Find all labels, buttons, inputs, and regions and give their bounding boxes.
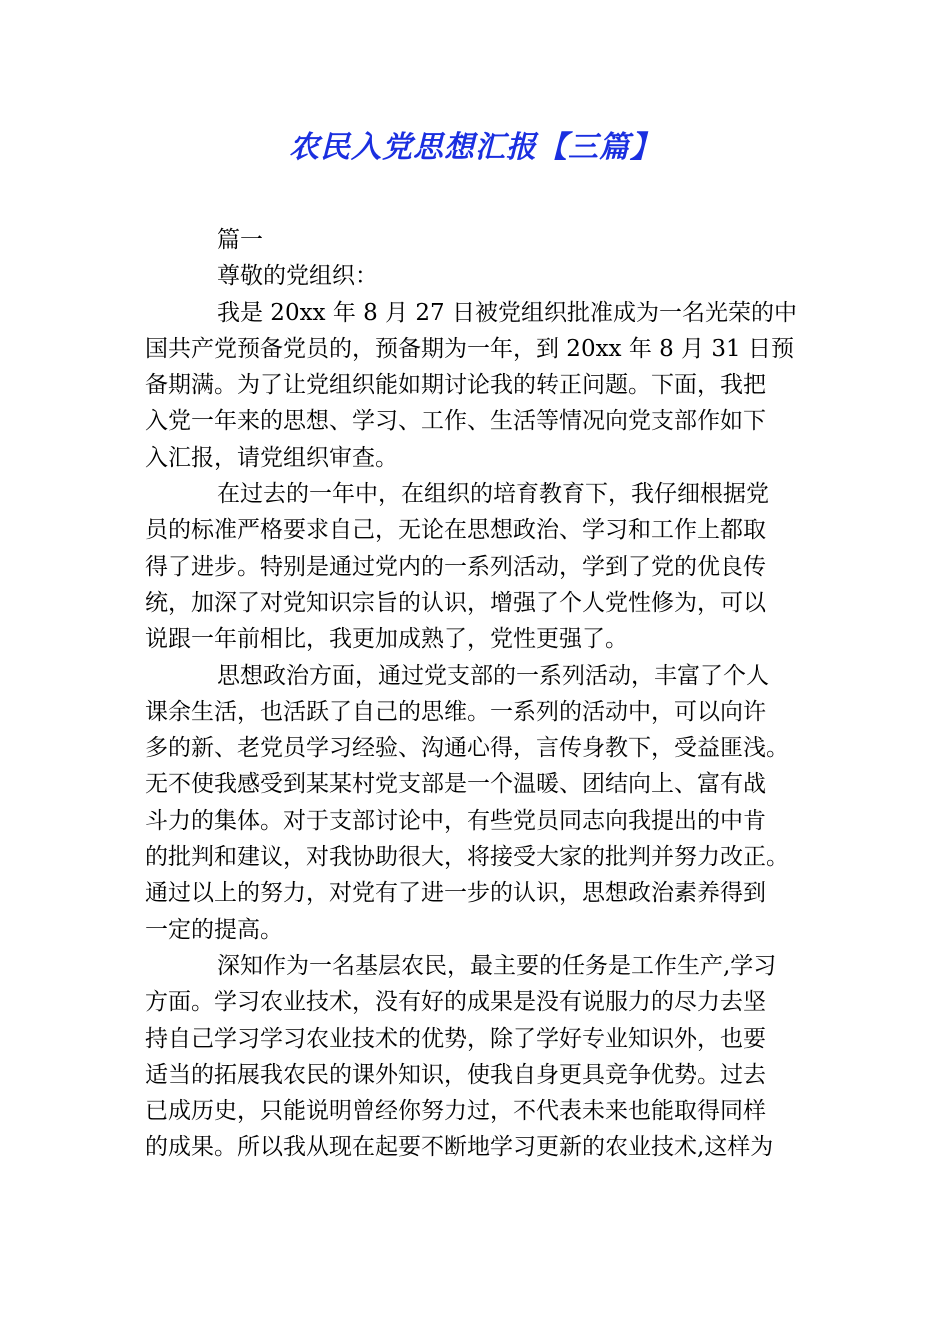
body-line: 无不使我感受到某某村党支部是一个温暖、团结向上、富有战	[145, 771, 766, 798]
body-line: 已成历史，只能说明曾经你努力过，不代表未来也能取得同样	[145, 1098, 766, 1125]
body-line: 思想政治方面，通过党支部的一系列活动，丰富了个人	[217, 662, 769, 689]
document-body	[145, 222, 817, 1166]
body-line: 深知作为一名基层农民，最主要的任务是工作生产,学习	[217, 952, 777, 979]
body-line: 的批判和建议，对我协助很大，将接受大家的批判并努力改正。	[145, 844, 789, 871]
body-line: 通过以上的努力，对党有了进一步的认识，思想政治素养得到	[145, 880, 766, 907]
body-line: 得了进步。特别是通过党内的一系列活动，学到了党的优良传	[145, 553, 766, 580]
body-line: 员的标准严格要求自己，无论在思想政治、学习和工作上都取	[145, 517, 766, 544]
body-line: 国共产党预备党员的，预备期为一年，到 20xx 年 8 月 31 日预	[145, 335, 794, 362]
body-line: 备期满。为了让党组织能如期讨论我的转正问题。下面，我把	[145, 372, 766, 399]
body-line: 尊敬的党组织：	[217, 263, 378, 290]
body-line: 说跟一年前相比，我更加成熟了，党性更强了。	[145, 626, 628, 653]
body-line: 我是 20xx 年 8 月 27 日被党组织批准成为一名光荣的中	[217, 299, 797, 326]
body-line: 入党一年来的思想、学习、工作、生活等情况向党支部作如下	[145, 408, 766, 435]
body-line: 课余生活，也活跃了自己的思维。一系列的活动中，可以向许	[145, 698, 766, 725]
body-line: 方面。学习农业技术，没有好的成果是没有说服力的尽力去坚	[145, 989, 766, 1016]
body-line: 适当的拓展我农民的课外知识，使我自身更具竞争优势。过去	[145, 1061, 766, 1088]
body-line: 入汇报，请党组织审查。	[145, 444, 398, 471]
body-line: 篇一	[217, 227, 263, 253]
body-line: 斗力的集体。对于支部讨论中，有些党员同志向我提出的中肯	[145, 807, 766, 834]
body-line: 的成果。所以我从现在起要不断地学习更新的农业技术,这样为	[145, 1134, 774, 1161]
body-line: 持自己学习学习农业技术的优势，除了学好专业知识外，也要	[145, 1025, 766, 1052]
body-line: 在过去的一年中，在组织的培育教育下，我仔细根据党	[217, 481, 769, 508]
body-line: 一定的提高。	[145, 916, 283, 943]
body-line: 统，加深了对党知识宗旨的认识，增强了个人党性修为，可以	[145, 589, 766, 616]
document-title: 农民入党思想汇报【三篇】	[289, 130, 661, 165]
body-line: 多的新、老党员学习经验、沟通心得，言传身教下，受益匪浅。	[145, 735, 789, 762]
